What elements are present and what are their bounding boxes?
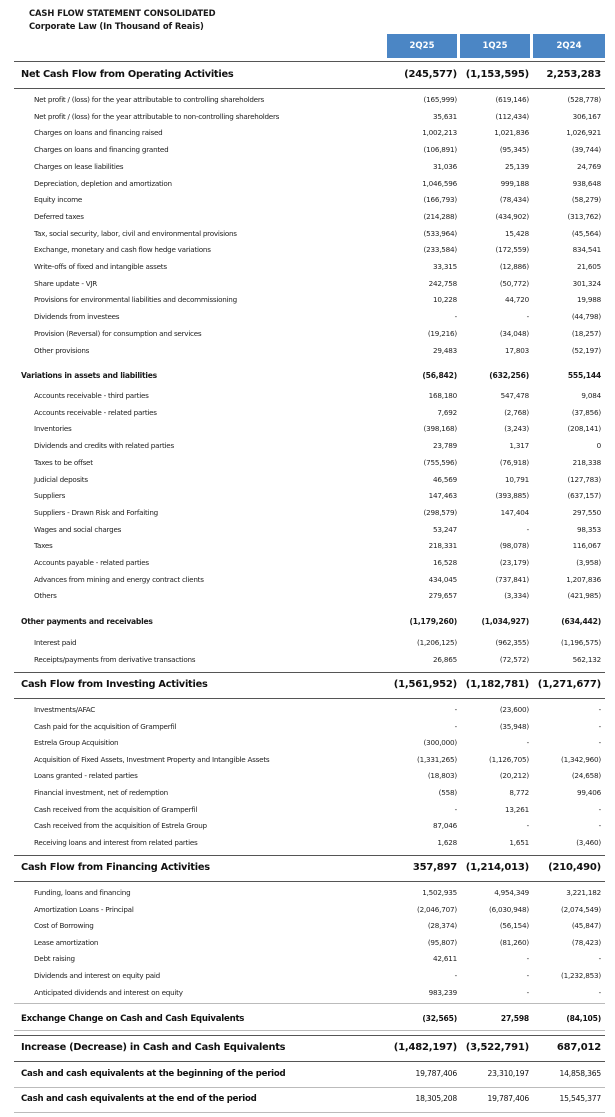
value-1q25: 999,188 — [500, 178, 529, 188]
row-label: Suppliers - Drawn Risk and Forfaiting — [34, 507, 158, 517]
value-2q25: (1,482,197) — [393, 1042, 457, 1053]
value-1q25: (34,048) — [499, 328, 529, 338]
row-divider — [14, 1112, 605, 1113]
table-row — [0, 488, 615, 505]
value-2q24: 24,769 — [577, 161, 601, 171]
value-2q25: 1,628 — [437, 837, 457, 847]
row-label: Accounts receivable - related parties — [34, 407, 157, 417]
row-label: Debt raising — [34, 954, 75, 964]
row-label: Receipts/payments from derivative transactions — [34, 654, 196, 664]
value-2q24: (78,423) — [571, 937, 601, 947]
table-row — [0, 652, 615, 669]
value-2q25: 168,180 — [428, 391, 457, 400]
value-1q25: (737,841) — [495, 574, 529, 584]
value-1q25: (962,355) — [495, 638, 529, 647]
row-label: Interest paid — [34, 638, 77, 647]
value-2q25: (32,565) — [422, 1014, 457, 1023]
value-2q24: (24,658) — [571, 771, 601, 781]
value-2q24: 301,324 — [572, 278, 601, 288]
value-2q24: (45,564) — [571, 228, 601, 238]
row-label: Tax, social security, labor, civil and environmental provisions — [34, 228, 237, 238]
row-label: Cash paid for the acquisition of Gramperfil — [34, 721, 177, 731]
row-label: Investments/AFAC — [34, 705, 96, 714]
value-1q25: 17,803 — [505, 345, 529, 355]
value-2q25: 218,331 — [428, 541, 457, 551]
value-2q25: (533,964) — [423, 228, 457, 238]
row-label: Dividends and interest on equity paid — [34, 971, 160, 980]
value-1q25: (393,885) — [495, 491, 529, 501]
value-1q25: (112,434) — [495, 111, 529, 121]
row-label: Loans granted - related parties — [34, 771, 138, 781]
value-2q24: 1,207,836 — [566, 574, 601, 584]
value-2q24: (84,105) — [566, 1014, 601, 1023]
table-row — [0, 985, 615, 1002]
section-divider — [14, 61, 605, 62]
value-2q25: 242,758 — [428, 278, 457, 288]
table-row — [0, 902, 615, 919]
value-2q24: (3,460) — [576, 837, 601, 847]
row-label: Share update - VJR — [34, 278, 98, 288]
value-2q24: 0 — [596, 441, 601, 451]
value-2q24: 218,338 — [572, 457, 601, 467]
value-2q25: (106,891) — [423, 145, 457, 155]
value-2q25: (1,561,952) — [393, 679, 457, 690]
value-1q25: (1,153,595) — [465, 69, 529, 80]
table-row — [0, 438, 615, 455]
value-1q25: 1,317 — [509, 441, 529, 451]
value-2q24: 98,353 — [577, 524, 601, 534]
value-2q24: (1,232,853) — [561, 971, 601, 980]
table-row — [0, 505, 615, 522]
value-2q24: 297,550 — [572, 507, 601, 517]
value-2q25: 35,631 — [433, 111, 457, 121]
value-1q25: (619,146) — [495, 95, 529, 104]
value-1q25: (3,522,791) — [465, 1042, 529, 1053]
row-label: Financial investment, net of redemption — [34, 788, 168, 797]
value-2q24: (208,141) — [567, 424, 601, 434]
value-2q24: 15,545,377 — [559, 1094, 601, 1103]
row-label: Cash and cash equivalents at the end of the period — [21, 1094, 257, 1104]
table-row — [0, 818, 615, 835]
value-2q25: (2,046,707) — [417, 904, 457, 914]
value-2q24: (210,490) — [548, 862, 601, 873]
value-2q24: (18,257) — [571, 328, 601, 338]
table-row — [0, 555, 615, 572]
value-1q25: (6,030,948) — [489, 904, 529, 914]
row-label: Cash received from the acquisition of Gramperfil — [34, 804, 198, 814]
value-2q24: (634,442) — [561, 617, 601, 626]
table-row — [0, 343, 615, 360]
row-label: Advances from mining and energy contract clients — [34, 574, 204, 584]
row-label: Charges on loans and financing granted — [34, 145, 169, 155]
section-divider — [14, 855, 605, 856]
value-1q25: (23,179) — [499, 558, 529, 567]
table-row — [0, 226, 615, 243]
statement-title: CASH FLOW STATEMENT CONSOLIDATED — [29, 8, 216, 18]
row-divider — [14, 1087, 605, 1088]
column-header-2q25: 2Q25 — [387, 34, 457, 58]
value-1q25: - — [526, 821, 529, 831]
value-2q24: - — [598, 721, 601, 731]
section-divider — [14, 698, 605, 699]
row-label: Cost of Borrowing — [34, 921, 94, 931]
value-1q25: 10,791 — [505, 474, 529, 484]
value-2q25: (558) — [438, 788, 457, 797]
value-2q24: (3,958) — [576, 558, 601, 567]
value-1q25: (78,434) — [499, 195, 529, 205]
value-2q25: 16,528 — [433, 558, 457, 567]
table-row — [0, 109, 615, 126]
value-2q24: (45,847) — [571, 921, 601, 931]
row-label: Dividends and credits with related parties — [34, 441, 174, 451]
value-1q25: (1,034,927) — [481, 617, 529, 626]
section-total-row — [0, 64, 615, 86]
row-label: Write-offs of fixed and intangible assets — [34, 262, 167, 271]
value-2q25: 87,046 — [433, 821, 457, 831]
table-row — [0, 326, 615, 343]
value-2q25: 19,787,406 — [415, 1069, 457, 1078]
value-1q25: 1,021,836 — [494, 128, 529, 138]
value-1q25: 1,651 — [509, 837, 529, 847]
table-row — [0, 242, 615, 259]
table-row — [0, 951, 615, 968]
value-2q24: (1,271,677) — [537, 679, 601, 690]
value-2q24: (127,783) — [567, 474, 601, 484]
value-2q24: - — [598, 987, 601, 997]
value-2q25: 1,002,213 — [422, 128, 457, 138]
table-row — [0, 455, 615, 472]
value-1q25: (76,918) — [499, 457, 529, 467]
value-1q25: (3,243) — [504, 424, 529, 434]
row-label: Exchange Change on Cash and Cash Equivalents — [21, 1014, 245, 1024]
value-1q25: 4,954,349 — [494, 888, 529, 897]
row-label: Depreciation, depletion and amortization — [34, 178, 172, 188]
value-2q25: - — [454, 312, 457, 322]
table-row — [0, 259, 615, 276]
row-label: Provision (Reversal) for consumption and services — [34, 328, 202, 338]
value-2q25: (165,999) — [423, 95, 457, 104]
value-2q24: (1,342,960) — [561, 754, 601, 764]
value-2q24: 1,026,921 — [566, 128, 601, 138]
table-row — [0, 935, 615, 952]
section-total-row — [0, 1089, 615, 1109]
value-2q24: 687,012 — [556, 1042, 601, 1053]
row-label: Variations in assets and liabilities — [21, 371, 157, 380]
value-2q24: 14,858,365 — [559, 1069, 601, 1078]
value-2q24: (421,985) — [567, 591, 601, 601]
section-total-row — [0, 1064, 615, 1084]
table-row — [0, 918, 615, 935]
row-label: Cash Flow from Financing Activities — [21, 862, 210, 873]
statement-subtitle: Corporate Law (In Thousand of Reais) — [29, 21, 204, 31]
value-2q25: - — [454, 705, 457, 714]
value-2q25: 29,483 — [433, 345, 457, 355]
table-row — [0, 125, 615, 142]
row-label: Cash and cash equivalents at the beginning of the period — [21, 1069, 286, 1079]
value-2q25: (18,803) — [427, 771, 457, 781]
value-2q25: 33,315 — [433, 262, 457, 271]
value-2q25: (233,584) — [423, 245, 457, 255]
value-1q25: 547,478 — [500, 391, 529, 400]
value-2q24: (528,778) — [567, 95, 601, 104]
value-1q25: 25,139 — [505, 161, 529, 171]
value-1q25: (56,154) — [499, 921, 529, 931]
value-2q25: 18,305,208 — [415, 1094, 457, 1103]
value-1q25: (50,772) — [499, 278, 529, 288]
section-divider — [14, 1061, 605, 1062]
value-1q25: (23,600) — [499, 705, 529, 714]
row-label: Taxes to be offset — [34, 457, 93, 467]
row-label: Lease amortization — [34, 937, 99, 947]
value-1q25: 19,787,406 — [487, 1094, 529, 1103]
value-2q24: 3,221,182 — [566, 888, 601, 897]
value-2q25: (1,179,260) — [409, 617, 457, 626]
value-2q24: - — [598, 804, 601, 814]
value-1q25: (98,078) — [499, 541, 529, 551]
row-label: Taxes — [34, 541, 53, 551]
value-2q24: 834,541 — [572, 245, 601, 255]
table-row — [0, 768, 615, 785]
value-2q24: (44,798) — [571, 312, 601, 322]
row-label: Estrela Group Acquisition — [34, 738, 119, 748]
value-1q25: 15,428 — [505, 228, 529, 238]
value-2q25: 42,611 — [433, 954, 457, 964]
value-2q24: 562,132 — [572, 654, 601, 664]
value-2q25: (1,331,265) — [417, 754, 457, 764]
value-2q25: (245,577) — [404, 69, 457, 80]
section-divider — [14, 881, 605, 882]
table-row — [0, 785, 615, 802]
table-row — [0, 719, 615, 736]
section-total-row — [0, 1037, 615, 1059]
value-1q25: (1,182,781) — [465, 679, 529, 690]
row-divider — [14, 1003, 605, 1004]
row-label: Net profit / (loss) for the year attributable to controlling shareholders — [34, 95, 265, 104]
row-label: Other payments and receivables — [21, 617, 153, 626]
value-1q25: - — [526, 524, 529, 534]
value-1q25: - — [526, 312, 529, 322]
section-divider — [14, 1035, 605, 1036]
row-label: Suppliers — [34, 491, 66, 501]
row-label: Net profit / (loss) for the year attributable to non-controlling shareholders — [34, 111, 280, 121]
value-2q25: (95,807) — [427, 937, 457, 947]
row-label: Accounts payable - related parties — [34, 558, 149, 567]
table-row — [0, 588, 615, 605]
row-label: Funding, loans and financing — [34, 888, 131, 897]
row-label: Provisions for environmental liabilities and decommissioning — [34, 295, 237, 305]
row-label: Others — [34, 591, 57, 601]
value-2q25: (56,842) — [422, 371, 457, 380]
value-2q25: 357,897 — [412, 862, 457, 873]
value-2q25: (755,596) — [423, 457, 457, 467]
table-row — [0, 538, 615, 555]
value-2q24: (637,157) — [567, 491, 601, 501]
value-2q25: 279,657 — [428, 591, 457, 601]
value-1q25: (12,886) — [499, 262, 529, 271]
value-1q25: (95,345) — [499, 145, 529, 155]
table-row — [0, 292, 615, 309]
value-1q25: (2,768) — [504, 407, 529, 417]
table-row — [0, 472, 615, 489]
value-1q25: (20,212) — [499, 771, 529, 781]
value-1q25: 23,310,197 — [487, 1069, 529, 1078]
row-label: Judicial deposits — [34, 474, 88, 484]
value-1q25: 13,261 — [505, 804, 529, 814]
value-1q25: 44,720 — [505, 295, 529, 305]
section-divider — [14, 672, 605, 673]
table-row — [0, 635, 615, 652]
value-1q25: (1,126,705) — [489, 754, 529, 764]
table-row — [0, 159, 615, 176]
row-label: Anticipated dividends and interest on equity — [34, 987, 183, 997]
table-row — [0, 309, 615, 326]
value-2q25: 26,865 — [433, 654, 457, 664]
value-1q25: 147,404 — [500, 507, 529, 517]
value-2q24: (2,074,549) — [561, 904, 601, 914]
table-row — [0, 802, 615, 819]
value-2q24: - — [598, 954, 601, 964]
value-2q24: 99,406 — [577, 788, 601, 797]
value-2q25: 1,046,596 — [422, 178, 457, 188]
row-label: Cash received from the acquisition of Estrela Group — [34, 821, 207, 831]
section-total-row — [0, 674, 615, 696]
value-2q25: (166,793) — [423, 195, 457, 205]
section-total-row — [0, 1009, 615, 1029]
value-2q25: (298,579) — [423, 507, 457, 517]
value-2q24: 21,605 — [577, 262, 601, 271]
value-1q25: - — [526, 738, 529, 748]
value-2q25: (214,288) — [423, 211, 457, 221]
table-row — [0, 209, 615, 226]
value-2q24: - — [598, 738, 601, 748]
row-label: Wages and social charges — [34, 524, 122, 534]
row-label: Charges on loans and financing raised — [34, 128, 163, 138]
row-label: Deferred taxes — [34, 211, 84, 221]
table-row — [0, 142, 615, 159]
table-row — [0, 735, 615, 752]
value-2q25: (398,168) — [423, 424, 457, 434]
value-2q25: 10,228 — [433, 295, 457, 305]
value-2q25: - — [454, 971, 457, 980]
value-2q24: 19,988 — [577, 295, 601, 305]
value-2q24: 2,253,283 — [546, 69, 601, 80]
value-2q25: (300,000) — [423, 738, 457, 748]
row-label: Acquisition of Fixed Assets, Investment Property and Intangible Assets — [34, 754, 270, 764]
value-1q25: - — [526, 987, 529, 997]
value-2q24: - — [598, 705, 601, 714]
row-label: Equity income — [34, 195, 83, 205]
row-label: Inventories — [34, 424, 72, 434]
value-2q24: (52,197) — [571, 345, 601, 355]
value-2q24: 555,144 — [567, 371, 601, 380]
value-1q25: (35,948) — [499, 721, 529, 731]
table-row — [0, 276, 615, 293]
value-2q24: (37,856) — [571, 407, 601, 417]
section-divider — [14, 88, 605, 89]
table-row — [0, 968, 615, 985]
value-2q24: 938,648 — [572, 178, 601, 188]
row-label: Increase (Decrease) in Cash and Cash Equivalents — [21, 1042, 286, 1053]
value-2q25: 53,247 — [433, 524, 457, 534]
value-1q25: 8,772 — [509, 788, 529, 797]
value-2q24: (58,279) — [571, 195, 601, 205]
value-1q25: (72,572) — [499, 654, 529, 664]
row-label: Receiving loans and interest from related parties — [34, 837, 198, 847]
value-2q24: 306,167 — [572, 111, 601, 121]
value-2q24: (313,762) — [567, 211, 601, 221]
row-label: Amortization Loans - Principal — [34, 904, 134, 914]
value-2q25: - — [454, 804, 457, 814]
row-label: Charges on lease liabilities — [34, 161, 124, 171]
table-row — [0, 572, 615, 589]
value-2q25: 31,036 — [433, 161, 457, 171]
row-divider — [14, 1030, 605, 1031]
table-row — [0, 835, 615, 852]
value-2q25: 1,502,935 — [422, 888, 457, 897]
value-1q25: (172,559) — [495, 245, 529, 255]
value-2q25: (1,206,125) — [417, 638, 457, 647]
value-2q24: 116,067 — [572, 541, 601, 551]
row-label: Exchange, monetary and cash flow hedge variations — [34, 245, 211, 255]
table-row — [0, 405, 615, 422]
value-2q25: 147,463 — [428, 491, 457, 501]
table-row — [0, 421, 615, 438]
value-2q25: - — [454, 721, 457, 731]
value-2q25: 7,692 — [437, 407, 457, 417]
section-total-row — [0, 857, 615, 879]
table-row — [0, 522, 615, 539]
value-1q25: 27,598 — [500, 1014, 529, 1023]
table-row — [0, 702, 615, 719]
value-1q25: - — [526, 971, 529, 980]
value-1q25: (1,214,013) — [465, 862, 529, 873]
row-label: Dividends from investees — [34, 312, 120, 322]
value-2q25: 983,239 — [428, 987, 457, 997]
column-header-2q24: 2Q24 — [533, 34, 605, 58]
value-1q25: (81,260) — [499, 937, 529, 947]
row-label: Other provisions — [34, 345, 90, 355]
value-2q25: 434,045 — [428, 574, 457, 584]
table-row — [0, 752, 615, 769]
value-1q25: (3,334) — [504, 591, 529, 601]
value-2q24: - — [598, 821, 601, 831]
subtotal-row — [0, 367, 615, 385]
value-1q25: (434,902) — [495, 211, 529, 221]
row-label: Accounts receivable - third parties — [34, 391, 149, 400]
column-header-1q25: 1Q25 — [460, 34, 530, 58]
value-2q25: 23,789 — [433, 441, 457, 451]
table-row — [0, 176, 615, 193]
value-2q25: (19,216) — [427, 328, 457, 338]
value-2q24: (39,744) — [571, 145, 601, 155]
table-row — [0, 388, 615, 405]
table-row — [0, 192, 615, 209]
row-label: Cash Flow from Investing Activities — [21, 679, 208, 690]
table-row — [0, 885, 615, 902]
value-2q24: (1,196,575) — [561, 638, 601, 647]
subtotal-row — [0, 613, 615, 631]
value-1q25: - — [526, 954, 529, 964]
row-label: Net Cash Flow from Operating Activities — [21, 69, 234, 80]
value-2q25: 46,569 — [433, 474, 457, 484]
value-2q25: (28,374) — [427, 921, 457, 931]
value-1q25: (632,256) — [489, 371, 529, 380]
table-row — [0, 92, 615, 109]
value-2q24: 9,084 — [581, 391, 601, 400]
